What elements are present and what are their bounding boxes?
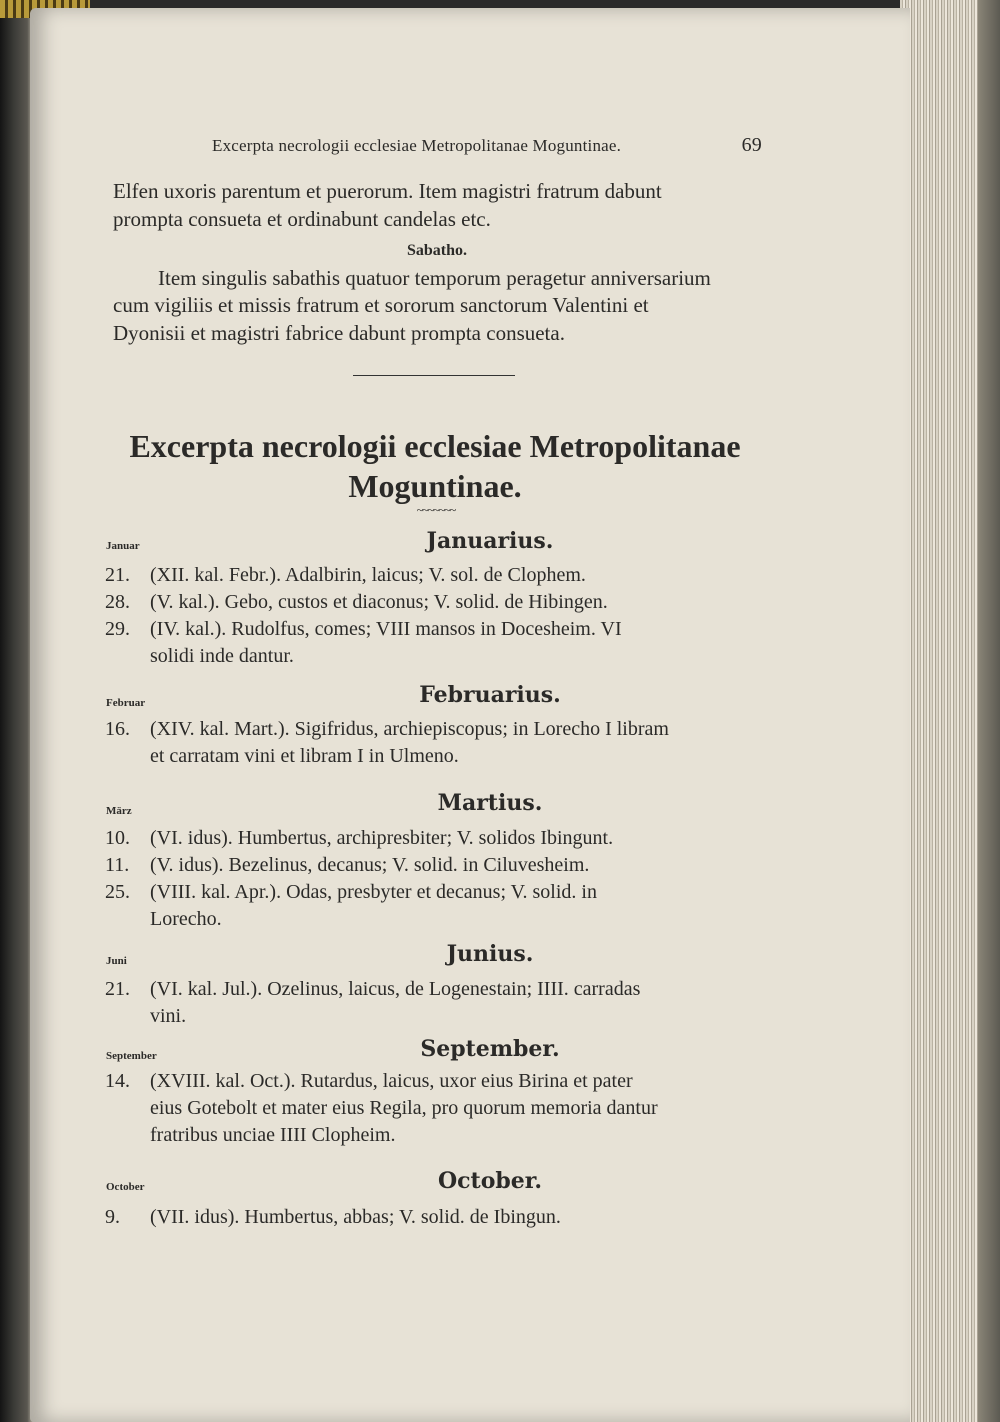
list-item [105,1068,757,1095]
margin-label-september: September [106,1050,157,1062]
margin-label-october: October [106,1181,145,1193]
intro-line: cum vigiliis et missis fratrum et sororum sanctorum Valentini et [113,293,649,317]
entry-text: (IV. kal.). Rudolfus, comes; VIII mansos in Docesheim. VI [150,618,622,640]
ornament-rule: ~~~~~~~ [416,503,456,517]
intro-line: Elfen uxoris parentum et puerorum. Item magistri fratrum dabunt [113,179,662,203]
running-title: Excerpta necrologii ecclesiae Metropolitanae Moguntinae. [212,136,622,155]
entry-continuation: et carratam vini et libram I in Ulmeno. [150,745,459,767]
intro-line: prompta consueta et ordinabunt candelas etc. [113,206,491,231]
month-heading-junius: Junius. [446,941,534,967]
list-item [105,976,757,1003]
entry-day: 11. [105,854,130,876]
entry-text: (V. idus). Bezelinus, decanus; V. solid. in Ciluvesheim. [150,854,590,876]
list-item [105,825,757,852]
entry-day: 16. [105,718,130,740]
month-heading-martius: Martius. [437,790,543,816]
subhead-sabatho: Sabatho. [406,242,468,259]
list-item [105,562,757,589]
entry-text: (VI. idus). Humbertus, archipresbiter; V. solidos Ibingunt. [150,827,614,849]
margin-label-juni: Juni [106,955,127,967]
list-item [105,879,757,906]
entry-day: 10. [105,827,130,849]
entry-day: 21. [105,978,130,1000]
page-number: 69 [741,134,762,156]
list-item [105,589,757,616]
running-header [212,136,762,156]
entry-text: (XVIII. kal. Oct.). Rutardus, laicus, uxor eius Birina et pater [150,1070,633,1092]
entry-continuation: eius Gotebolt et mater eius Regila, pro quorum memoria dantur [150,1097,658,1119]
section-divider [353,375,515,376]
entry-day: 28. [105,591,130,613]
list-item [105,616,757,643]
intro-paragraph-1 [113,178,761,347]
margin-label-maerz: März [106,805,132,817]
entry-text: (V. kal.). Gebo, custos et diaconus; V. solid. de Hibingen. [150,591,608,613]
entry-day: 25. [105,881,130,903]
month-heading-october: October. [437,1168,542,1194]
entry-continuation: solidi inde dantur. [150,645,294,667]
entry-day: 29. [105,618,130,640]
month-heading-september: September. [420,1036,560,1062]
list-item [105,716,757,743]
margin-label-januar: Januar [106,540,140,552]
book-cover-edge [978,0,1000,1422]
section-title-line: Excerpta necrologii ecclesiae Metropolitanae [129,428,741,464]
entry-continuation: vini. [150,1005,187,1027]
entry-continuation: Lorecho. [150,908,222,930]
entry-text: (XIV. kal. Mart.). Sigifridus, archiepiscopus; in Lorecho I libram [150,718,669,740]
section-title [100,426,770,506]
list-item [105,1204,757,1231]
entry-day: 21. [105,564,130,586]
entry-text: (VII. idus). Humbertus, abbas; V. solid. de Ibingun. [150,1206,561,1228]
intro-line: Dyonisii et magistri fabrice dabunt prompta consueta. [113,320,565,345]
entry-text: (XII. kal. Febr.). Adalbirin, laicus; V. sol. de Clophem. [150,564,586,586]
margin-label-februar: Februar [106,697,146,709]
intro-line: Item singulis sabathis quatuor temporum peragetur anniversarium [158,265,711,290]
entry-continuation: fratribus unciae IIII Clopheim. [150,1124,396,1146]
book-spine [0,0,34,1422]
entry-day: 14. [105,1070,130,1092]
entry-text: (VIII. kal. Apr.). Odas, presbyter et decanus; V. solid. in [150,881,597,903]
entry-day: 9. [105,1206,120,1228]
month-heading-februarius: Februarius. [419,682,561,708]
section-title-line: Moguntinae. [348,468,522,504]
entry-text: (VI. kal. Jul.). Ozelinus, laicus, de Logenestain; IIII. carradas [150,978,641,1000]
month-heading-januarius: Januarius. [426,528,554,554]
list-item [105,852,757,879]
